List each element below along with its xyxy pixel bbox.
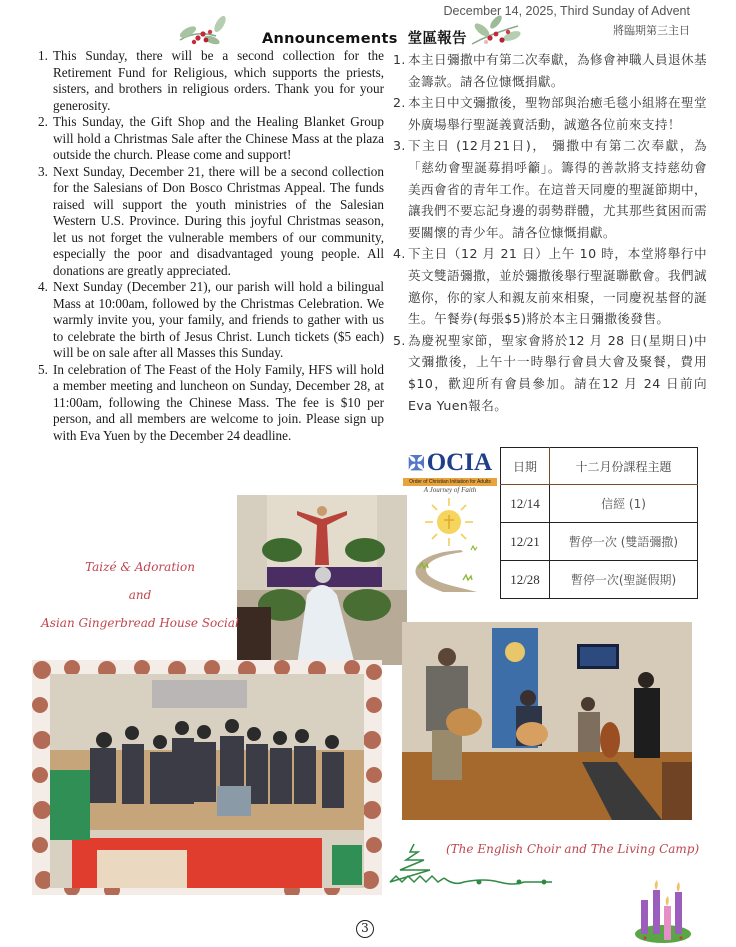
advent-candles-icon: [633, 878, 693, 944]
table-row: [501, 523, 698, 561]
table-header-row: [501, 448, 698, 485]
cross-icon: ✠: [407, 452, 425, 475]
row-date: 12/14: [501, 485, 550, 523]
ocia-course-table: [500, 447, 698, 599]
header-date-zh: 將臨期第三主日: [613, 24, 690, 37]
choir-photo: [402, 622, 692, 820]
altar-photo: [237, 495, 407, 665]
row-topic: 暫停一次(聖誕假期): [550, 561, 698, 599]
row-date: 12/28: [501, 561, 550, 599]
sun-path-icon: [403, 494, 497, 594]
table-row: [501, 561, 698, 599]
announcement-item: 3. Next Sunday, December 21, there will be a second collection for the Salesians of Don Bosco Christmas Appeal. The funds raised will support the youth ministries of the Salesian Western U.S. Province. During this joyful Christmas season, let us not forget the vulnerable members of our community, especially the poor and disadvantaged young people. All donations are greatly appreciated.: [38, 163, 384, 278]
page-number: 3: [356, 920, 374, 938]
announcement-item-zh: 4. 下主日（12 月 21 日）上午 10 時，本堂將舉行中英文雙語彌撒，並於彌撒後舉行聖誕聯歡會。我們誠邀你，你的家人和親友前來相聚，一同慶祝基督的誕生。午餐券(每張$5)將於本主日彌撒後發售。: [393, 246, 707, 327]
announcement-item-zh: 5. 為慶祝聖家節，聖家會將於12 月 28 日(星期日)中文彌撒後，上午十一時舉行會員大會及聚餐，費用$10，歡迎所有會員參加。請在12 月 24 日前向Eva Yuen報名。: [393, 332, 707, 413]
holly-decoration-icon: [466, 12, 524, 52]
header-date: December 14, 2025, Third Sunday of Advent: [443, 4, 690, 18]
ocia-logo: ✠ OCIA Order of Christian Initiation for Adults A Journey of Faith: [403, 450, 497, 600]
announcement-item: 5. In celebration of The Feast of the Holy Family, HFS will hold a member meeting and luncheon on Sunday, December 28, at 11:00am, following the Chinese Mass. The fee is $10 per person, and all members are welcome to join. Please sign up with Eva Yuen by the December 24 deadline.: [38, 361, 384, 443]
column-header-date: 日期: [501, 448, 550, 485]
announcement-item: 1. This Sunday, there will be a second collection for the Retirement Fund for Religious, which supports the priests, sisters, and brothers in religious orders. Thank you for your generosity.: [38, 48, 384, 113]
title-zh: 堂區報告: [407, 31, 467, 47]
column-header-topic: 十二月份課程主題: [550, 448, 698, 485]
announcement-item-zh: 3. 下主日 (12月21日)， 彌撒中有第二次奉獻，為「慈幼會聖誕募捐呼籲」。籌得的善款將支持慈幼會美西會省的青年工作。在這普天同慶的聖誕節期中，讓我們不要忘記身邊的弱勢群體，尤其那些貧困而需要關懷的青少年。請各位慷慨捐獻。: [393, 138, 707, 240]
gingerbread-social-photo: [32, 660, 382, 895]
announcements-english: [38, 48, 384, 444]
gingerbread-frame-icon: [32, 660, 382, 895]
altar-scene-icon: [237, 495, 407, 665]
page-title: [262, 27, 467, 48]
title-en: Announcements: [262, 31, 398, 47]
row-date: 12/21: [501, 523, 550, 561]
row-topic: 暫停一次 (雙語彌撒): [550, 523, 698, 561]
table-row: [501, 485, 698, 523]
announcement-item-zh: 2. 本主日中文彌撒後，聖物部與治癒毛毯小組將在聖堂外廣場舉行聖誕義賣活動，誠邀各位前來支持！: [393, 95, 707, 132]
row-topic: 信經 (1): [550, 485, 698, 523]
holly-decoration-icon: [176, 10, 234, 50]
announcement-item-zh: 1. 本主日彌撒中有第二次奉獻，為修會神職人員退休基金籌款。請各位慷慨捐獻。: [393, 52, 707, 89]
christmas-tree-garland-icon: [384, 840, 554, 892]
announcement-item: 4. Next Sunday (December 21), our parish will hold a bilingual Mass at 10:00am, followed by the Christmas Celebration. We warmly invite you, your family, and friends to gather with us to celebrate the birth of Jesus Christ. Lunch tickets ($5 each) will be on sale after all Masses this Sunday.: [38, 279, 384, 360]
choir-caption: (The English Choir and The Living Camp): [446, 842, 700, 856]
announcement-item: 2. This Sunday, the Gift Shop and the Healing Blanket Group will hold a Christmas Sale after the Chinese Mass at the plaza outside the church. Please come and support!: [38, 114, 384, 162]
choir-scene-icon: [402, 622, 692, 820]
announcements-chinese: [393, 49, 707, 416]
taize-caption: Taizé & Adoration and Asian Gingerbread House Social: [41, 560, 239, 630]
